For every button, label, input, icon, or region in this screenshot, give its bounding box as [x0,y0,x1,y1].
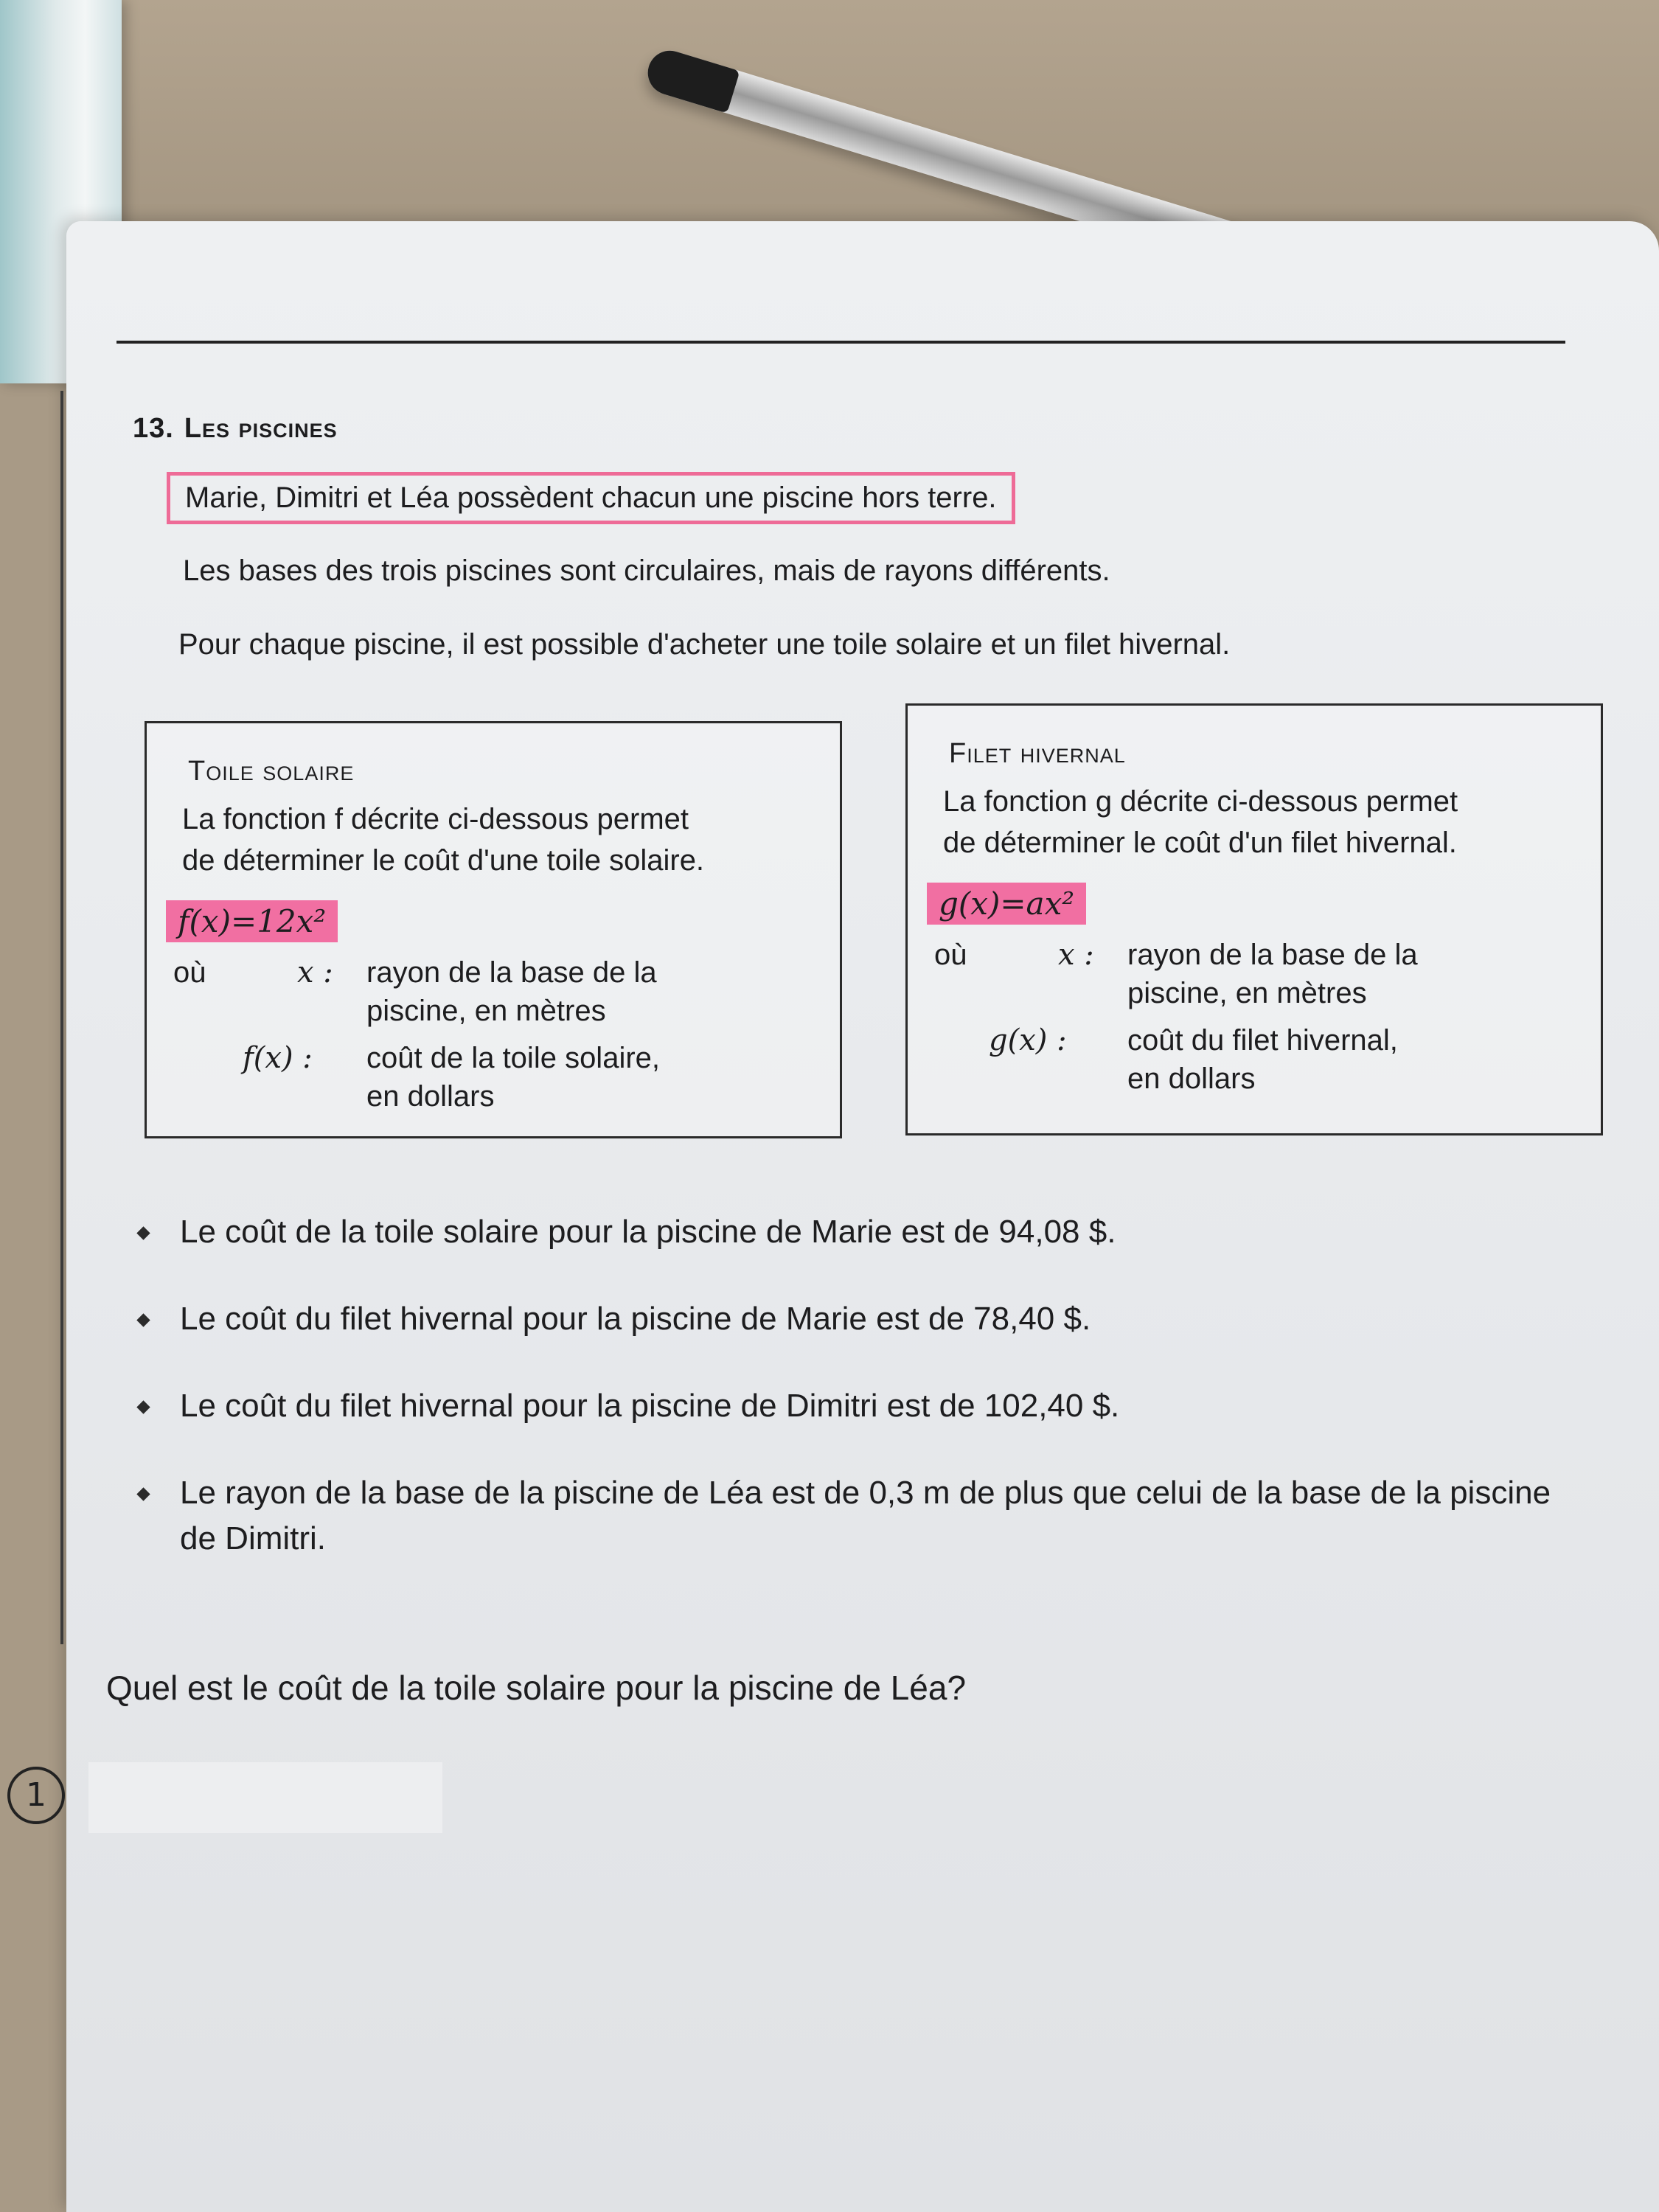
x-symbol: x : [1058,938,1094,972]
definition-line: piscine, en mètres [366,995,606,1027]
description-line: La fonction f décrite ci-dessous permet [182,803,689,835]
box-title: Toile solaire [188,756,355,787]
list-item: Le coût du filet hivernal pour la piscine de Dimitri est de 102,40 $. [133,1383,1571,1429]
description-line: de déterminer le coût d'un filet hivernal. [943,827,1457,859]
top-rule [116,341,1565,344]
question-text: Quel est le coût de la toile solaire pour la piscine de Léa? [106,1669,967,1707]
list-item: Le coût de la toile solaire pour la piscine de Marie est de 94,08 $. [133,1209,1571,1255]
where-label: où [173,956,206,989]
answer-marker: 1 [7,1767,65,1824]
definition-line: piscine, en mètres [1127,977,1367,1009]
definition-line: en dollars [1127,1062,1256,1095]
margin-line [60,391,63,1644]
definition-line: coût du filet hivernal, [1127,1024,1398,1057]
formula-g: g(x)=ax² [927,883,1086,925]
where-label: où [934,939,967,971]
intro-line: Pour chaque piscine, il est possible d'acheter une toile solaire et un filet hivernal. [178,628,1231,661]
x-definition [366,953,657,1030]
toile-solaire-box [145,721,842,1138]
box-title: Filet hivernal [949,738,1126,769]
problem-title [133,413,338,445]
list-item: Le coût du filet hivernal pour la piscine de Marie est de 78,40 $. [133,1296,1571,1342]
fx-symbol: f(x) : [243,1041,313,1075]
facts-list [133,1209,1571,1603]
x-definition [1127,936,1418,1012]
gx-definition [1127,1021,1398,1098]
problem-number: 13. [133,413,174,444]
definition-line: rayon de la base de la [1127,939,1418,971]
fx-definition [366,1039,660,1116]
definition-line: coût de la toile solaire, [366,1042,661,1074]
list-item: Le rayon de la base de la piscine de Léa est de 0,3 m de plus que celui de la base de la piscine de Dimitri. [133,1470,1571,1562]
problem-title-text: Les piscines [184,413,338,444]
description-line: de déterminer le coût d'une toile solaire. [182,844,705,877]
definition-line: en dollars [366,1080,495,1113]
x-symbol: x : [297,956,333,990]
box-description [182,799,704,881]
gx-symbol: g(x) : [989,1023,1067,1057]
box-description [943,781,1458,863]
answer-area[interactable] [88,1762,442,1833]
filet-hivernal-box [905,703,1603,1135]
intro-line-highlighted: Marie, Dimitri et Léa possèdent chacun une piscine hors terre. [167,472,1015,524]
intro-line: Les bases des trois piscines sont circulaires, mais de rayons différents. [183,554,1110,587]
description-line: La fonction g décrite ci-dessous permet [943,785,1458,818]
definition-line: rayon de la base de la [366,956,657,989]
formula-f: f(x)=12x² [166,900,338,942]
